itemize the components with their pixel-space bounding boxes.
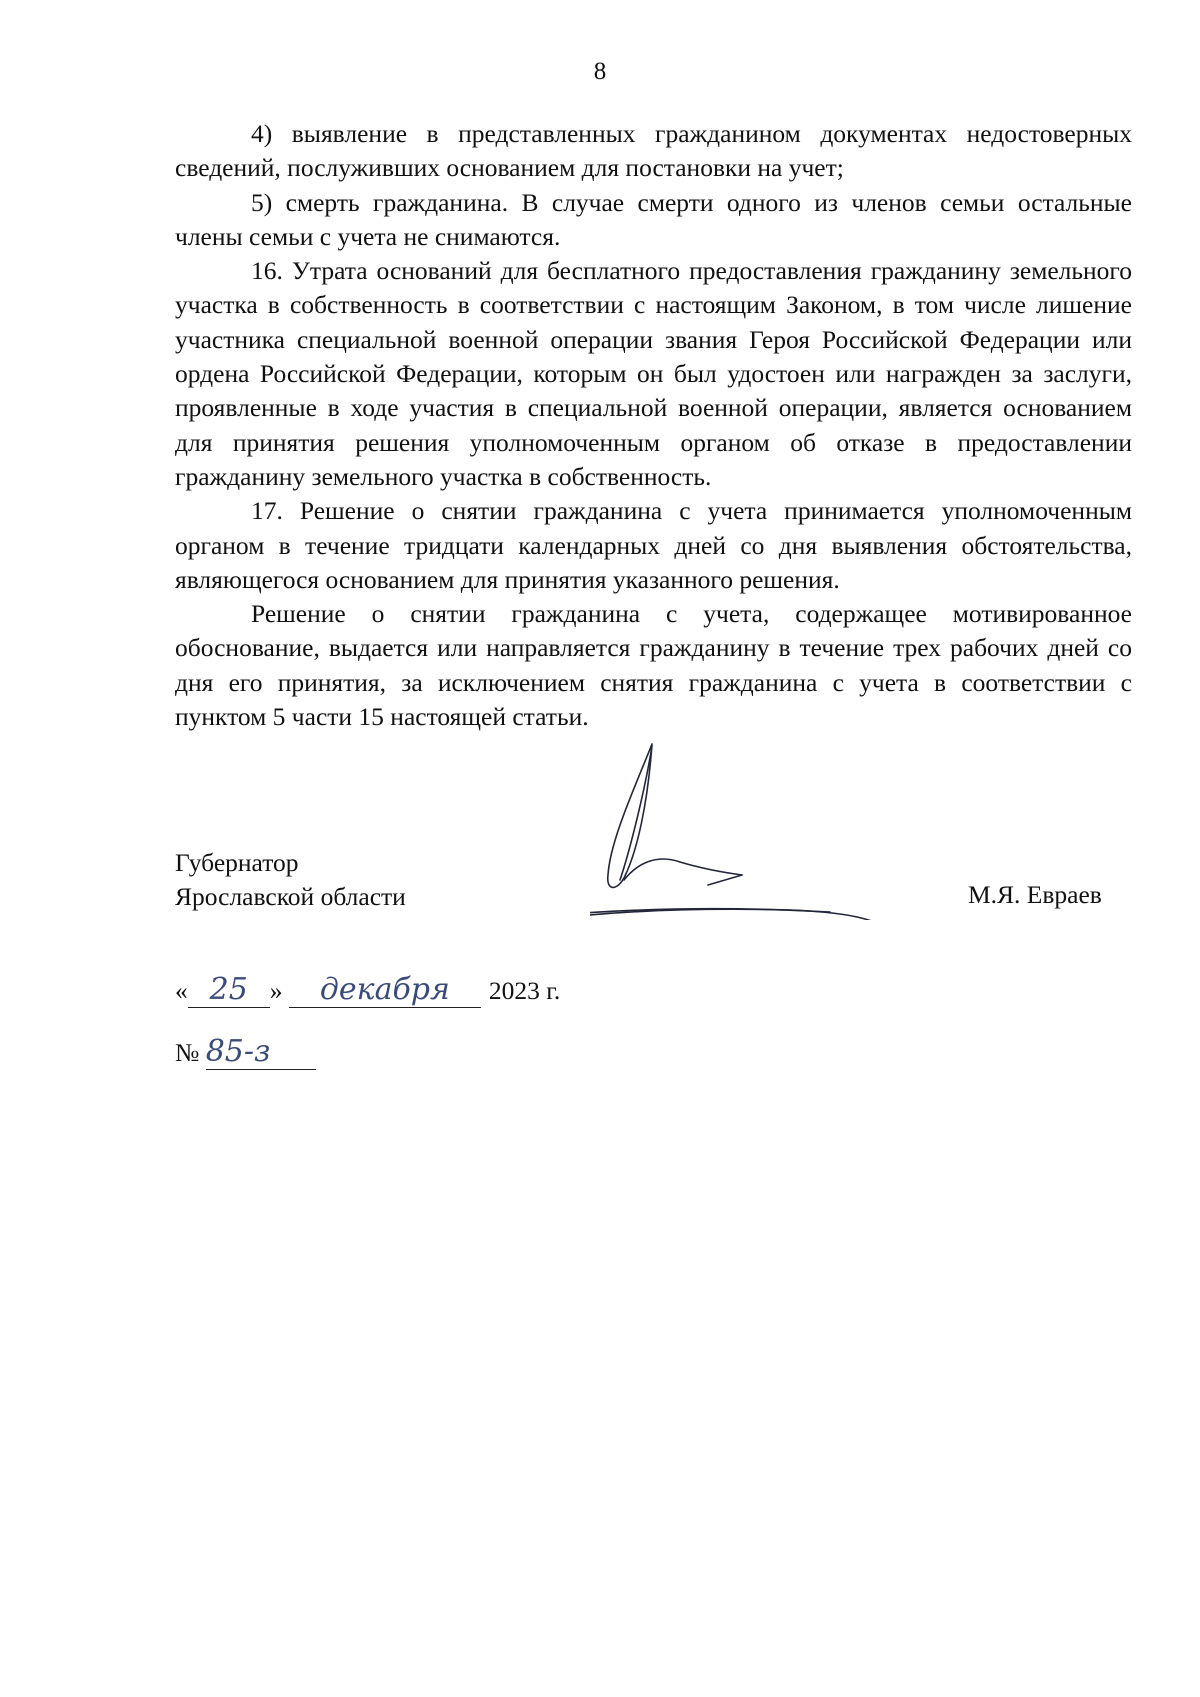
paragraph-section-17-cont: Решение о снятии гражданина с учета, содержащее мотивированное обоснование, выдается или направляется гражданину в течение трех рабочих дней со дня его принятия, за исключением снятия гражданина с учета в соответствии с пунктом 5 части 15 настоящей статьи. <box>175 599 1132 732</box>
handwritten-signature <box>590 740 930 920</box>
signatory-title-line1: Губернатор <box>175 848 299 877</box>
date-open-quote: « <box>175 976 188 1005</box>
date-day-handwritten: 25 <box>188 972 270 1008</box>
paragraph-section-16: 16. Утрата оснований для бесплатного предоставления гражданину земельного участка в собственность в соответствии с настоящим Законом, в том числе лишение участника специальной военной операции звания Героя Российской Федерации или ордена Российской Федерации, которым он был удостоен или награжден за заслуги, проявленные в ходе участия в специальной военной операции, является основанием для принятия решения уполномоченным органом об отказе в предоставлении гражданину земельного участка в собственность. <box>175 256 1132 491</box>
number-value-handwritten: 85-з <box>206 1034 316 1070</box>
paragraph-item-5: 5) смерть гражданина. В случае смерти одного из членов семьи остальные члены семьи с учета не снимаются. <box>175 187 1132 251</box>
document-body <box>175 117 1132 734</box>
date-month-handwritten: декабря <box>289 972 481 1008</box>
signatory-name: М.Я. Евраев <box>968 880 1102 909</box>
document-number <box>175 1034 316 1070</box>
paragraph-section-17: 17. Решение о снятии гражданина с учета принимается уполномоченным органом в течение тридцати календарных дней со дня выявления обстоятельства, являющегося основанием для принятия указанного решения. <box>175 496 1132 594</box>
date-close-quote: » <box>269 976 283 1005</box>
signatory-title-line2: Ярославской области <box>175 882 406 911</box>
signatory-title <box>175 846 406 914</box>
paragraph-item-4: 4) выявление в представленных гражданином документах недостоверных сведений, послуживших основанием для постановки на учет; <box>175 119 1132 183</box>
number-prefix: № <box>175 1038 200 1067</box>
date-year: 2023 г. <box>488 976 561 1005</box>
page-number: 8 <box>593 58 607 85</box>
signing-date <box>175 972 560 1008</box>
